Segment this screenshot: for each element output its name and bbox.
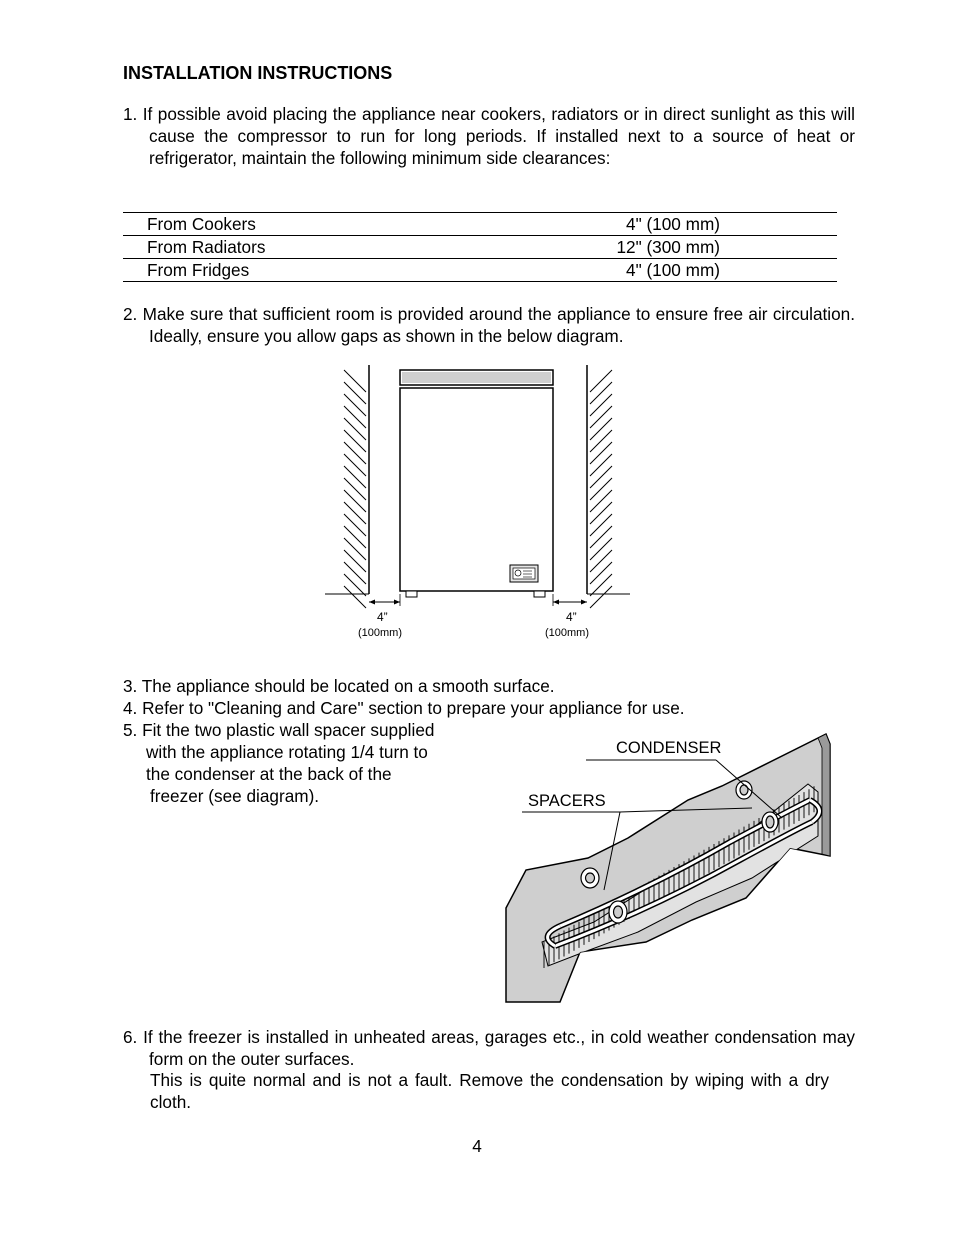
clearance-name: From Cookers [123, 213, 403, 236]
spacers-label: SPACERS [528, 792, 606, 810]
freezer-body [400, 388, 553, 591]
condenser-label: CONDENSER [616, 739, 722, 757]
clearance-value: 4" (100 mm) [403, 213, 837, 236]
instruction-5-line-4: freezer (see diagram). [150, 786, 320, 806]
clearance-row [123, 236, 837, 259]
clearance-value: 4" (100 mm) [403, 259, 837, 282]
clearance-value: 12" (300 mm) [403, 236, 837, 259]
instruction-6-note: This is quite normal and is not a fault. Remove the condensation by wiping with a dry cloth. [150, 1070, 829, 1112]
condenser-diagram [500, 730, 835, 1010]
clearance-name: From Fridges [123, 259, 403, 282]
instruction-5-line-1: 5. Fit the two plastic wall spacer supplied [123, 720, 435, 740]
foot-left [406, 591, 417, 597]
right-gap-metric: (100mm) [545, 627, 590, 639]
instruction-5-line-2: with the appliance rotating 1/4 turn to [146, 742, 428, 762]
instruction-2: 2. Make sure that sufficient room is provided around the appliance to ensure free air circulation. Ideally, ensure you allow gaps as shown in the below diagram. [123, 304, 855, 346]
left-gap-label: 4” [377, 610, 388, 624]
left-gap-metric: (100mm) [358, 627, 403, 639]
right-gap-label: 4” [566, 610, 577, 624]
section-heading: INSTALLATION INSTRUCTIONS [123, 63, 393, 83]
instruction-4: 4. Refer to "Cleaning and Care" section to prepare your appliance for use. [123, 698, 685, 718]
left-wall-hatch [344, 370, 366, 608]
right-wall-hatch [590, 370, 612, 608]
gap-diagram [320, 360, 640, 645]
clearance-table [123, 212, 837, 282]
clearance-row [123, 259, 837, 282]
clearance-name: From Radiators [123, 236, 403, 259]
instruction-5-line-3: the condenser at the back of the [146, 764, 392, 784]
instruction-3: 3. The appliance should be located on a smooth surface. [123, 676, 555, 696]
foot-right [534, 591, 545, 597]
instruction-6: 6. If the freezer is installed in unheated areas, garages etc., in cold weather condensation may form on the outer surfaces. [123, 1027, 855, 1069]
page-number: 4 [472, 1136, 482, 1156]
clearance-row [123, 213, 837, 236]
instruction-1: 1. If possible avoid placing the appliance near cookers, radiators or in direct sunlight as this will cause the compressor to run for long periods. If installed next to a source of heat or refrigerator, maintain the following minimum side clearances: [123, 104, 855, 168]
